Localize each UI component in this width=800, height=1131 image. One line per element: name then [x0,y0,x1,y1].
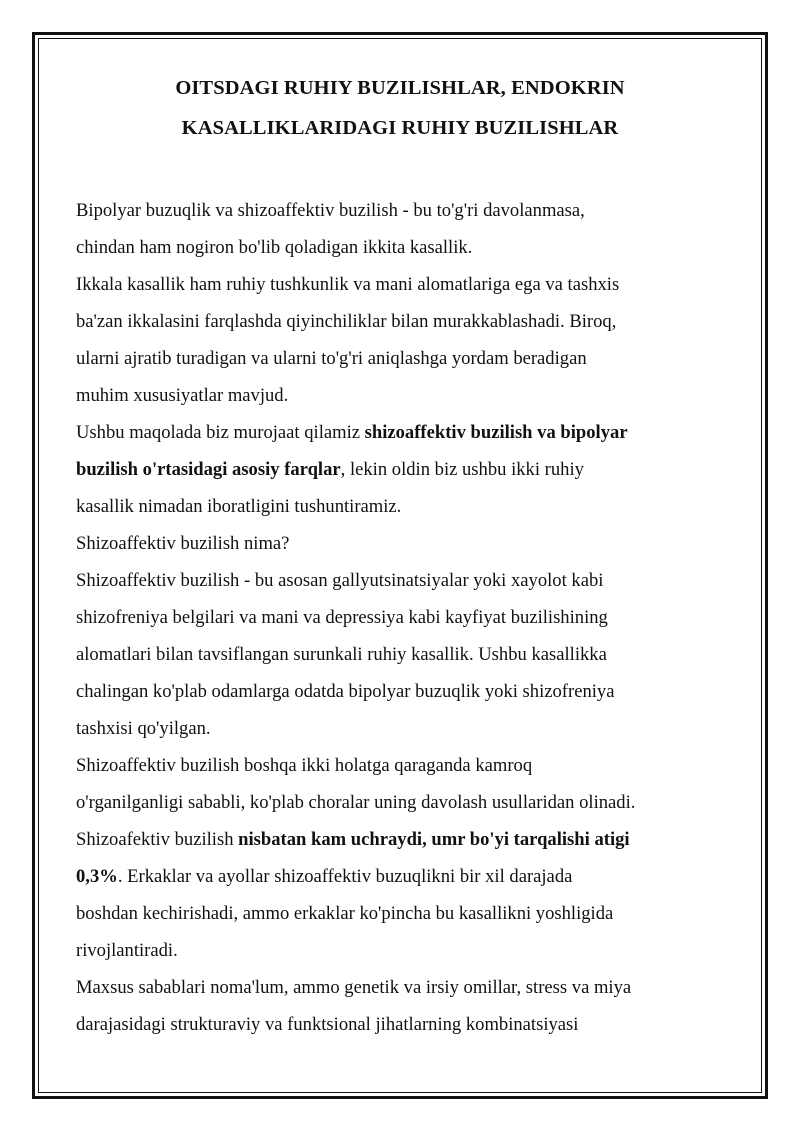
text-line [76,525,736,562]
text-run: . Erkaklar va ayollar shizoaffektiv buzuqlikni bir xil darajada [117,866,573,887]
text-line [76,451,736,488]
text-line [76,858,736,895]
text-line [76,266,736,303]
text-run: , lekin oldin biz ushbu ikki ruhiy [340,459,584,480]
text-run: Shizoafektiv buzilish [76,829,239,850]
text-run: Shizoaffektiv buzilish boshqa ikki holatga qaraganda kamroq [76,755,533,776]
text-run: muhim xususiyatlar mavjud. [76,385,289,406]
text-run: tashxisi qo'yilgan. [76,718,211,739]
text-run: Maxsus sabablari noma'lum, ammo genetik va irsiy omillar, stress va miya [76,977,632,998]
document-title [0,68,800,148]
text-run: Bipolyar buzuqlik va shizoaffektiv buzilish - bu to'g'ri davolanmasa, [76,200,585,221]
text-run: Shizoaffektiv buzilish nima? [76,533,290,554]
text-line [76,821,736,858]
text-run: Ushbu maqolada biz murojaat qilamiz [76,422,365,443]
bold-text: nisbatan kam uchraydi, umr bo'yi tarqalishi atigi [238,829,630,850]
text-run: chindan ham nogiron bo'lib qoladigan ikkita kasallik. [76,237,473,258]
title-line: KASALLIKLARIDAGI RUHIY BUZILISHLAR [181,117,619,139]
text-line [76,747,736,784]
text-run: boshdan kechirishadi, ammo erkaklar ko'pincha bu kasallikni yoshligida [76,903,614,924]
text-line [76,192,736,229]
bold-text: shizoaffektiv buzilish va bipolyar [364,422,628,443]
text-line [76,1006,736,1043]
text-line [76,377,736,414]
text-run: kasallik nimadan iboratligini tushuntiramiz. [76,496,402,517]
text-line [76,932,736,969]
text-run: Ikkala kasallik ham ruhiy tushkunlik va mani alomatlariga ega va tashxis [76,274,620,295]
text-run: o'rganilganligi sababli, ko'plab choralar uning davolash usullaridan olinadi. [76,792,636,813]
text-run: ularni ajratib turadigan va ularni to'g'ri aniqlashga yordam beradigan [76,348,587,369]
text-line [76,562,736,599]
title-line: OITSDAGI RUHIY BUZILISHLAR, ENDOKRIN [175,77,625,99]
text-run: chalingan ko'plab odamlarga odatda bipolyar buzuqlik yoki shizofreniya [76,681,615,702]
text-line [76,710,736,747]
text-line [76,303,736,340]
document-body [76,192,736,1043]
text-run: rivojlantiradi. [76,940,178,961]
text-line [76,599,736,636]
bold-text: 0,3% [76,866,118,887]
text-run: Shizoaffektiv buzilish - bu asosan gallyutsinatsiyalar yoki xayolot kabi [76,570,604,591]
text-line [76,636,736,673]
text-line [76,895,736,932]
text-line [76,784,736,821]
text-line [76,673,736,710]
text-line [76,229,736,266]
text-line [76,414,736,451]
text-run: ba'zan ikkalasini farqlashda qiyinchiliklar bilan murakkablashadi. Biroq, [76,311,617,332]
text-run: alomatlari bilan tavsiflangan surunkali ruhiy kasallik. Ushbu kasallikka [76,644,607,665]
text-line [76,488,736,525]
text-line [76,969,736,1006]
text-run: shizofreniya belgilari va mani va depressiya kabi kayfiyat buzilishining [76,607,608,628]
text-line [76,340,736,377]
bold-text: buzilish o'rtasidagi asosiy farqlar [76,459,341,480]
text-run: darajasidagi strukturaviy va funktsional jihatlarning kombinatsiyasi [76,1014,579,1035]
